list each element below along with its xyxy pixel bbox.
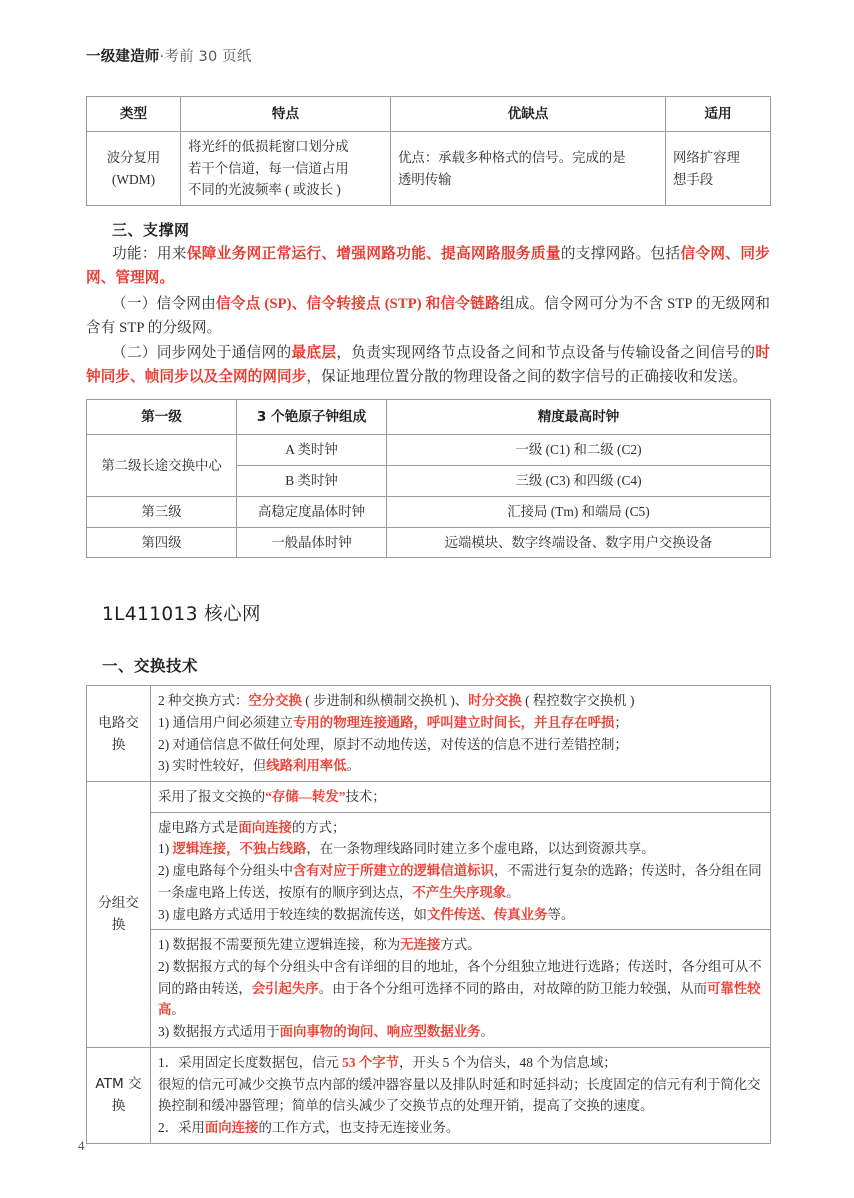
highlighted-text: 53 个字节	[342, 1054, 400, 1070]
cell-atm-body	[151, 1047, 771, 1143]
highlighted-text: 文件传送、传真业务	[426, 906, 548, 922]
cell-apply-line2: 想手段	[673, 171, 714, 187]
highlighted-text: 专用的物理连接通路，呼叫建立时间长，并且存在呼损	[293, 714, 615, 730]
plain-text: ( 程控数字交换机 )	[521, 693, 635, 709]
col-header-precision: 精度最高时钟	[387, 400, 771, 435]
col-header-pros-cons: 优缺点	[391, 97, 666, 132]
plain-text: ，开头 5 个为信头，48 个为信息域；	[399, 1054, 617, 1070]
table-clock-hierarchy	[86, 399, 771, 558]
cell-clock-4: 一般晶体时钟	[237, 527, 387, 558]
plain-text: 采用了报文交换的	[158, 789, 266, 805]
cell-text-line	[158, 817, 763, 839]
cell-text-line	[158, 1021, 763, 1043]
table-row	[87, 496, 771, 527]
rowhead-packet-switching	[87, 782, 151, 1048]
cell-precision-b: 三级 (C3) 和四级 (C4)	[387, 466, 771, 497]
cell-clock-a: A 类时钟	[237, 435, 387, 466]
cell-text-line	[158, 860, 763, 903]
highlighted-text: 时钟同步、帧同步以及全网的网同步	[86, 345, 771, 386]
cell-pros-line2: 透明传输	[398, 171, 452, 187]
cell-level-3: 第三级	[87, 496, 237, 527]
rowhead-circuit-line1: 电路交	[98, 714, 139, 731]
plain-text: ，在一条物理线路同时建立多个虚电路，以达到资源共享。	[306, 841, 655, 857]
highlighted-text: 会引起失序	[251, 980, 319, 996]
cell-precision-4: 远端模块、数字终端设备、数字用户交换设备	[387, 527, 771, 558]
cell-feature	[181, 132, 391, 206]
plain-text: 组成。信令网可分为不含 STP 的无级网和含有 STP 的分级网。	[86, 295, 771, 336]
cell-text-line	[158, 934, 763, 956]
table-row	[87, 812, 771, 930]
rowhead-circuit-switching	[87, 686, 151, 782]
cell-feature-line1: 将光纤的低损耗窗口划分成	[188, 139, 349, 155]
col-header-feature: 特点	[181, 97, 391, 132]
plain-text: 1) 通信用户间必须建立	[158, 714, 294, 730]
cell-text-line	[158, 1052, 763, 1074]
plain-text: 3) 虚电路方式适用于较连续的数据流传送，如	[158, 906, 427, 922]
highlighted-text: 逻辑连接，不独占线路	[172, 841, 307, 857]
cell-pros-cons	[391, 132, 666, 206]
plain-text: 技术；	[345, 789, 386, 805]
cell-type-line1: 波分复用	[106, 149, 161, 165]
plain-text: 3) 实时性较好，但	[158, 758, 267, 774]
cell-clock-3: 高稳定度晶体时钟	[237, 496, 387, 527]
table-row	[87, 400, 771, 435]
cell-text-line	[158, 712, 763, 734]
highlighted-text: 线路利用率低	[266, 758, 347, 774]
plain-text: 1．采用固定长度数据包，信元	[158, 1054, 343, 1070]
rowhead-atm-line2: 换	[111, 1098, 126, 1115]
paragraph-function	[86, 242, 770, 290]
rowhead-circuit-line2: 换	[111, 736, 126, 753]
subsection-heading-switching: 一、交换技术	[102, 657, 198, 676]
plain-text: 。	[506, 884, 520, 900]
highlighted-text: 不产生失序现象	[412, 884, 507, 900]
plain-text: 的工作方式，也支持无连接业务。	[258, 1119, 460, 1135]
highlighted-text: 信令点 (SP)、信令转接点 (STP) 和信令链路	[215, 295, 500, 312]
highlighted-text: 无连接	[400, 937, 441, 953]
col-header-level: 第一级	[87, 400, 237, 435]
table-row	[87, 782, 771, 813]
rowhead-packet-line2: 换	[111, 917, 126, 934]
plain-text: 2．采用	[158, 1119, 205, 1135]
table-row	[87, 1047, 771, 1143]
cell-text-line	[158, 1074, 763, 1117]
cell-store-forward	[151, 782, 771, 813]
table-row	[87, 527, 771, 558]
highlighted-text: 信令网、同步网、管理网。	[86, 246, 770, 287]
table-row	[87, 930, 771, 1048]
cell-pros-line1: 优点：承载多种格式的信号。完成的是	[398, 149, 626, 165]
cell-text-line	[158, 956, 763, 1021]
cell-type	[87, 132, 181, 206]
plain-text: ( 步进制和纵横制交换机 )、	[301, 693, 469, 709]
plain-text: 方式。	[440, 937, 481, 953]
cell-feature-line3: 不同的光波频率 ( 或波长 )	[188, 182, 341, 198]
cell-circuit-switching-body	[151, 686, 771, 782]
running-header-title: 一级建造师	[86, 49, 160, 65]
highlighted-text: 面向连接	[204, 1119, 259, 1135]
cell-precision-a: 一级 (C1) 和二级 (C2)	[387, 435, 771, 466]
cell-level-2: 第二级长途交换中心	[87, 435, 237, 496]
cell-text-line	[158, 690, 763, 712]
plain-text: 1) 数据报不需要预先建立逻辑连接，称为	[158, 937, 401, 953]
plain-text: 。由于各个分组可选择不同的路由，对故障的防卫能力较强，从而	[318, 980, 708, 996]
plain-text: 等。	[547, 906, 575, 922]
table-switching-tech	[86, 685, 771, 1143]
cell-text-line	[158, 838, 763, 860]
cell-feature-line2: 若干个信道，每一信道占用	[188, 160, 349, 176]
plain-text: 2) 对通信信息不做任何处理，原封不动地传送，对传送的信息不进行差错控制；	[158, 736, 628, 752]
plain-text: 2) 数据报方式的每个分组头中含有详细的目的地址，各个分组独立地进行选路；传送时，各分组可从不同的路由转送，	[158, 959, 762, 996]
plain-text: 虚电路方式是	[158, 819, 239, 835]
cell-clock-b: B 类时钟	[237, 466, 387, 497]
cell-level-4: 第四级	[87, 527, 237, 558]
chapter-title: 1L411013 核心网	[102, 604, 261, 626]
paragraph-signalling-net	[86, 292, 770, 340]
highlighted-text: 最底层	[291, 345, 337, 361]
cell-application	[666, 132, 771, 206]
highlighted-text: 含有对应于所建立的逻辑信道标识	[293, 863, 494, 879]
page-number: 4	[78, 1138, 85, 1153]
plain-text: 2) 虚电路每个分组头中	[158, 863, 294, 879]
rowhead-atm-switching	[87, 1047, 151, 1143]
highlighted-text: 空分交换	[248, 693, 302, 709]
cell-precision-3: 汇接局 (Tm) 和端局 (C5)	[387, 496, 771, 527]
cell-type-line2: (WDM)	[111, 171, 156, 187]
plain-text: 。	[346, 758, 360, 774]
cell-apply-line1: 网络扩容理	[673, 149, 740, 165]
plain-text: 的支撑网路。包括	[560, 246, 681, 263]
plain-text: 3) 数据报方式适用于	[158, 1024, 280, 1040]
highlighted-text: 保障业务网正常运行、增强网路功能、提高网路服务质量	[186, 246, 561, 263]
cell-virtual-circuit	[151, 812, 771, 930]
plain-text: ，保证地理位置分散的物理设备之间的数字信号的正确接收和发送。	[306, 369, 748, 386]
section-heading-support-net: 三、支撑网	[112, 223, 190, 240]
cell-text-line	[158, 734, 763, 756]
col-header-application: 适用	[666, 97, 771, 132]
plain-text: ，不需进行复杂的选路；传送时，各分组在同一条虚电路上传送，按原有的顺序到达点，	[158, 863, 762, 900]
table-row	[87, 97, 771, 132]
table-row	[87, 435, 771, 466]
highlighted-text: “存储—转发”	[265, 789, 346, 805]
cell-datagram	[151, 930, 771, 1048]
cell-text-line	[158, 786, 763, 808]
running-header-separator: ·	[159, 49, 165, 65]
plain-text: 。	[480, 1024, 494, 1040]
cell-text-line	[158, 1117, 763, 1139]
running-header-subtitle: 考前 30 页纸	[164, 49, 252, 65]
running-header	[86, 0, 770, 66]
plain-text: 的方式；	[291, 819, 346, 835]
rowhead-packet-line1: 分组交	[98, 895, 139, 912]
cell-text-line	[158, 755, 763, 777]
plain-text: 2 种交换方式：	[158, 693, 249, 709]
plain-text: 。	[171, 1002, 185, 1018]
highlighted-text: 时分交换	[468, 693, 522, 709]
page-content	[86, 0, 770, 1144]
plain-text: 很短的信元可减少交换节点内部的缓冲器容量以及排队时延和时延抖动；长度固定的信元有利于简化交换控制和缓冲器管理；简单的信头减少了交换节点的处理开销，提高了交换的速度。	[158, 1076, 761, 1114]
plain-text: 1)	[158, 841, 173, 857]
plain-text: ；	[614, 714, 628, 730]
col-header-type: 类型	[87, 97, 181, 132]
rowhead-atm-line1: ATM 交	[95, 1076, 142, 1093]
cell-text-line	[158, 904, 763, 926]
highlighted-text: 面向事物的询问、响应型数据业务	[279, 1024, 481, 1040]
table-wdm	[86, 96, 771, 206]
highlighted-text: 可靠性较高	[158, 980, 761, 1018]
col-header-clock: 3 个铯原子钟组成	[237, 400, 387, 435]
plain-text: （二）同步网处于通信网的	[112, 345, 292, 361]
paragraph-sync-net	[86, 341, 770, 389]
plain-text: （一）信令网由	[112, 295, 216, 312]
plain-text: ，负责实现网络节点设备之间和节点设备与传输设备之间信号的	[336, 345, 756, 361]
plain-text: 功能：用来	[112, 246, 187, 263]
table-row	[87, 686, 771, 782]
table-row	[87, 132, 771, 206]
highlighted-text: 面向连接	[238, 819, 292, 835]
